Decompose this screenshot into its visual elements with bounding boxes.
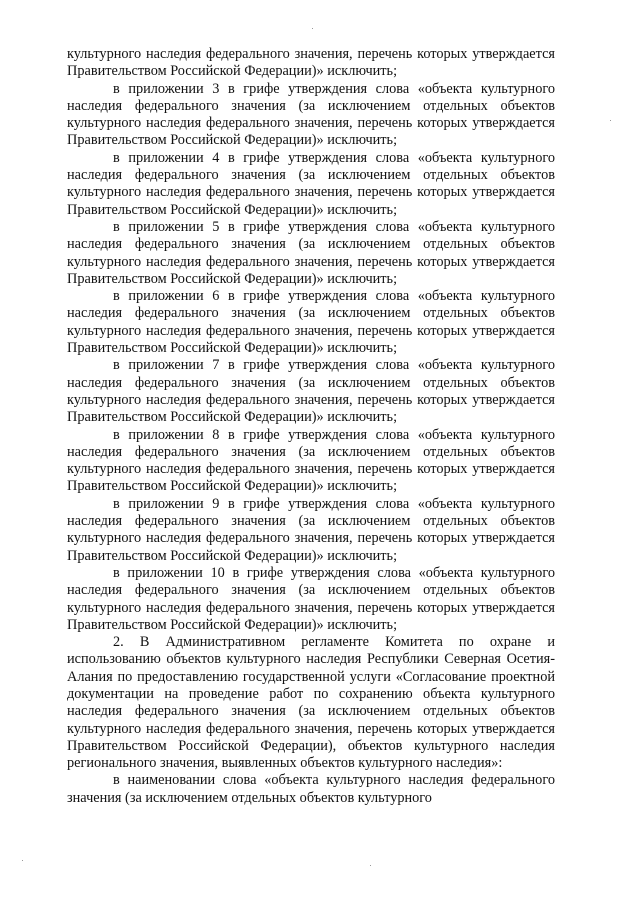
paragraph-appendix-4: в приложении 4 в грифе утверждения слова «объекта культурного наследия федерального значения (за исключением отдельных объектов культурного наследия федерального значения, перечень которых утверждается Правительством Российской Федерации)» исключить; (67, 149, 555, 218)
paragraph-section-2: 2. В Административном регламенте Комитета по охране и использованию объектов культурного наследия Республики Северная Осетия-Алания по предоставлению государственной услуги «Согласование проектной документации на проведение работ по сохранению объекта культурного наследия федерального значения (за исключением отдельных объектов культурного наследия федерального значения, перечень которых утверждается Правительством Российской Федерации), объектов культурного наследия регионального значения, выявленных объектов культурного наследия»: (67, 634, 555, 772)
document-body (67, 46, 555, 807)
paragraph-appendix-7: в приложении 7 в грифе утверждения слова «объекта культурного наследия федерального значения (за исключением отдельных объектов культурного наследия федерального значения, перечень которых утверждается Правительством Российской Федерации)» исключить; (67, 357, 555, 426)
paragraph-appendix-9: в приложении 9 в грифе утверждения слова «объекта культурного наследия федерального значения (за исключением отдельных объектов культурного наследия федерального значения, перечень которых утверждается Правительством Российской Федерации)» исключить; (67, 495, 555, 564)
paragraph-appendix-10: в приложении 10 в грифе утверждения слова «объекта культурного наследия федерального значения (за исключением отдельных объектов культурного наследия федерального значения, перечень которых утверждается Правительством Российской Федерации)» исключить; (67, 564, 555, 633)
scan-speck (610, 120, 611, 121)
scan-speck (312, 28, 313, 29)
scan-speck (370, 865, 371, 866)
paragraph-appendix-8: в приложении 8 в грифе утверждения слова «объекта культурного наследия федерального значения (за исключением отдельных объектов культурного наследия федерального значения, перечень которых утверждается Правительством Российской Федерации)» исключить; (67, 426, 555, 495)
scan-speck (22, 860, 23, 861)
paragraph-appendix-3: в приложении 3 в грифе утверждения слова «объекта культурного наследия федерального значения (за исключением отдельных объектов культурного наследия федерального значения, перечень которых утверждается Правительством Российской Федерации)» исключить; (67, 80, 555, 149)
paragraph-appendix-5: в приложении 5 в грифе утверждения слова «объекта культурного наследия федерального значения (за исключением отдельных объектов культурного наследия федерального значения, перечень которых утверждается Правительством Российской Федерации)» исключить; (67, 218, 555, 287)
paragraph-name-change: в наименовании слова «объекта культурного наследия федерального значения (за исключением отдельных объектов культурного (67, 772, 555, 806)
paragraph-appendix-6: в приложении 6 в грифе утверждения слова «объекта культурного наследия федерального значения (за исключением отдельных объектов культурного наследия федерального значения, перечень которых утверждается Правительством Российской Федерации)» исключить; (67, 288, 555, 357)
paragraph-continuation: культурного наследия федерального значения, перечень которых утверждается Правительством Российской Федерации)» исключить; (67, 46, 555, 80)
